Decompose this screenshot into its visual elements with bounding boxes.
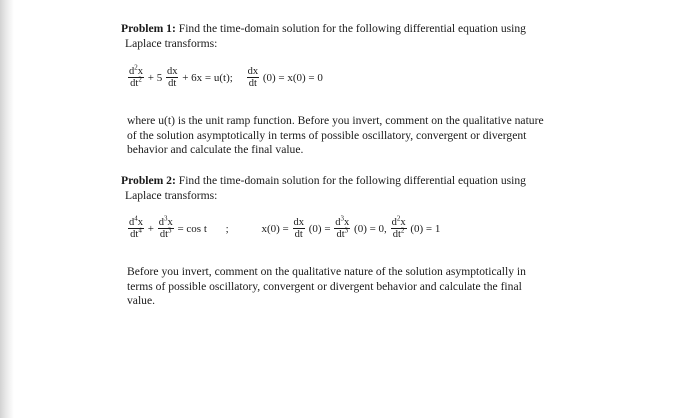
- problem2-equation: [127, 214, 441, 240]
- p2-ic3-derivative: $\frac{d^2x}{dt^2}$: [391, 214, 406, 240]
- problem2-body: [127, 265, 526, 309]
- p1-op1: + 5: [147, 71, 163, 84]
- p2-ic-start: x(0) =: [261, 222, 289, 235]
- problem1-intro-line2: Laplace transforms:: [125, 36, 218, 50]
- p2-ic3-rest: (0) = 1: [410, 222, 441, 235]
- p1-rest: + 6x = u(t);: [182, 71, 233, 84]
- problem1-body-line2: of the solution asymptotically in terms of possible oscillatory, convergent or divergent: [127, 128, 527, 142]
- p1-ic-rest: (0) = x(0) = 0: [262, 71, 323, 84]
- problem2-body-line3: value.: [127, 294, 156, 307]
- p1-first-derivative: $\frac{dx}{dt}$: [166, 66, 178, 89]
- p2-plus: +: [147, 222, 154, 235]
- problem1-intro: [121, 22, 526, 51]
- p2-ic1-derivative: $\frac{dx}{dt}$: [293, 217, 304, 240]
- problem2-intro-line1: Find the time-domain solution for the following differential equation using: [178, 174, 526, 187]
- problem2-body-line2: terms of possible oscillatory, convergent or divergent behavior and calculate the final: [127, 279, 522, 293]
- problem2-intro: [121, 174, 526, 203]
- p1-second-derivative: $\frac{d^2x}{dt^2}$: [129, 63, 143, 89]
- problem1-body: [127, 114, 544, 158]
- problem1-body-line1: where u(t) is the unit ramp function. Before you invert, comment on the qualitative nature: [127, 114, 544, 127]
- problem1-body-line3: behavior and calculate the final value.: [127, 143, 304, 156]
- p2-ic2-derivative: $\frac{d^3x}{dt^3}$: [335, 214, 350, 240]
- p2-separator: ;: [225, 222, 229, 235]
- problem2-label: Problem 2:: [121, 174, 176, 187]
- problem1-equation: [127, 63, 323, 89]
- p2-ic1-rest: (0) =: [308, 222, 331, 235]
- p1-ic-derivative: $\frac{dx}{dt}$: [247, 66, 259, 89]
- p2-rhs: = cos t: [177, 222, 207, 235]
- p2-ic2-rest: (0) = 0,: [354, 222, 387, 235]
- p2-third-derivative: $\frac{d^3x}{dt^3}$: [158, 214, 173, 240]
- problem1-intro-line1: Find the time-domain solution for the following differential equation using: [178, 22, 526, 35]
- problem2-body-line1: Before you invert, comment on the qualitative nature of the solution asymptotically in: [127, 265, 526, 278]
- problem1-label: Problem 1:: [121, 22, 176, 35]
- p2-fourth-derivative: $\frac{d^4x}{dt^4}$: [129, 214, 143, 240]
- problem2-intro-line2: Laplace transforms:: [125, 188, 218, 202]
